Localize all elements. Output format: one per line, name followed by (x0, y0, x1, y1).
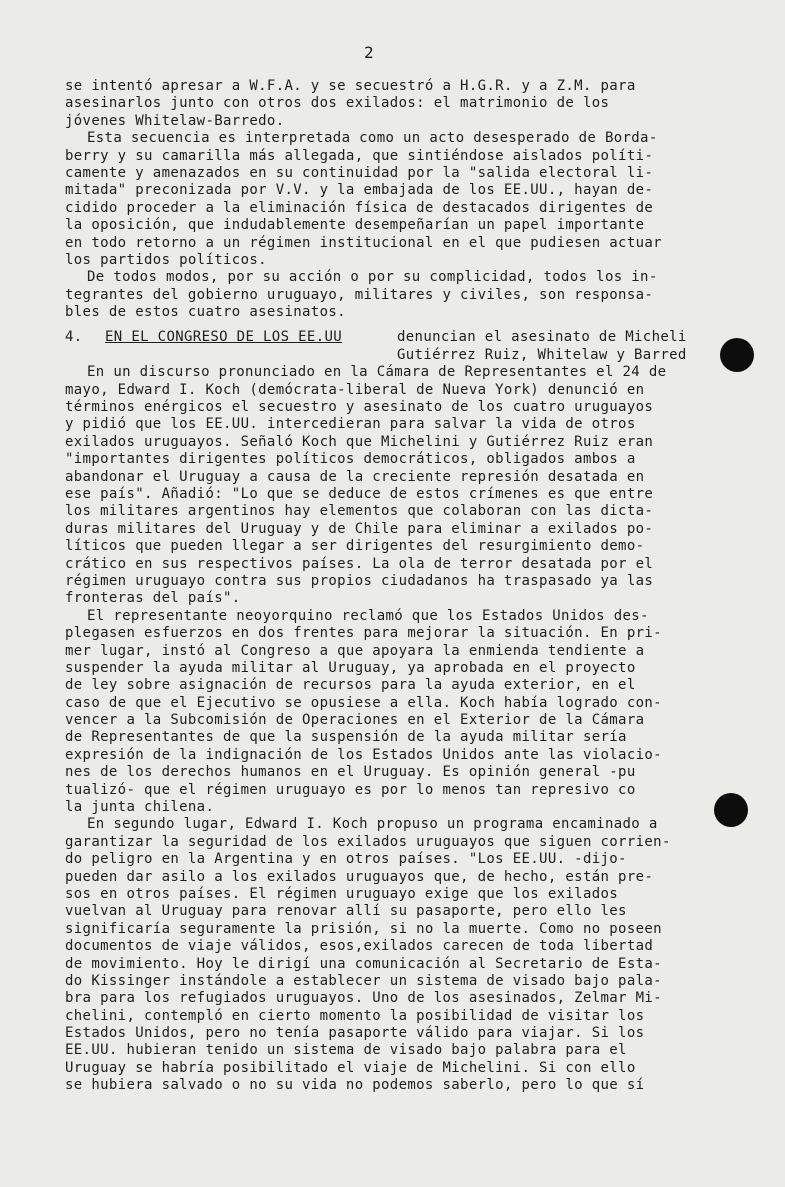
text-line: asesinarlos junto con otros dos exilados: el matrimonio de los (65, 95, 610, 112)
text-line: de Representantes de que la suspensión de la ayuda militar sería (65, 729, 627, 746)
text-line: la junta chilena. (65, 799, 215, 816)
text-line: do peligro en la Argentina y en otros países. "Los EE.UU. -dijo- (65, 851, 627, 868)
text-line: berry y su camarilla más allegada, que sintiéndose aislados políti- (65, 147, 654, 164)
section-heading-line (65, 329, 761, 346)
text-line: garantizar la seguridad de los exilados uruguayos que siguen corrien- (65, 833, 671, 850)
text-line: do Kissinger instándole a establecer un sistema de visado bajo pala- (65, 972, 662, 989)
text-line: mayo, Edward I. Koch (demócrata-liberal de Nueva York) denunció en (65, 381, 645, 398)
text-line: tualizó- que el régimen uruguayo es por lo menos tan represivo co (65, 781, 636, 798)
text-line: bra para los refugiados uruguayos. Uno de los asesinados, Zelmar Mi- (65, 990, 662, 1007)
text-line: régimen uruguayo contra sus propios ciudadanos ha traspasado ya las (65, 572, 654, 589)
text-line: Esta secuencia es interpretada como un acto desesperado de Borda- (87, 130, 658, 147)
text-line: crático en sus respectivos países. La ola de terror desatada por el (65, 555, 654, 572)
text-line: Uruguay se habría posibilitado el viaje de Michelini. Si con ello (65, 1059, 636, 1076)
text-line: en todo retorno a un régimen institucional en el que pudiesen actuar (65, 234, 662, 251)
text-line: fronteras del país". (65, 590, 241, 607)
text-line: términos enérgicos el secuestro y asesinato de los cuatro uruguayos (65, 399, 654, 416)
text-line: En segundo lugar, Edward I. Koch propuso un programa encaminado a (87, 816, 658, 833)
text-line: se hubiera salvado o no su vida no podemos saberlo, pero lo que sí (65, 1077, 645, 1094)
section-number: 4. (65, 329, 83, 346)
text-line: los militares argentinos hay elementos que colaboran con las dicta- (65, 503, 654, 520)
text-line: se intentó apresar a W.F.A. y se secuestró a H.G.R. y a Z.M. para (65, 78, 636, 94)
text-line: cidido proceder a la eliminación física de destacados dirigentes de (65, 199, 654, 216)
text-line: sos en otros países. El régimen uruguayo exige que los exilados (65, 885, 619, 902)
text-line: y pidió que los EE.UU. intercedieran para salvar la vida de otros (65, 416, 636, 433)
text-line: EE.UU. hubieran tenido un sistema de visado bajo palabra para el (65, 1042, 627, 1059)
punch-hole-bottom (714, 793, 748, 827)
text-line: mer lugar, instó al Congreso a que apoyara la enmienda tendiente a (65, 642, 645, 659)
text-line: camente y amenazados en su continuidad por la "salida electoral li- (65, 164, 654, 181)
text-line: jóvenes Whitelaw-Barredo. (65, 112, 285, 129)
text-line: duras militares del Uruguay y de Chile para eliminar a exilados po- (65, 520, 654, 537)
text-line: mitada" preconizada por V.V. y la embajada de los EE.UU., hayan de- (65, 182, 654, 199)
text-line: plegasen esfuerzos en dos frentes para mejorar la situación. En pri- (65, 625, 662, 642)
text-line: abandonar el Uruguay a causa de la creciente represión desatada en (65, 468, 645, 485)
section-heading: EN EL CONGRESO DE LOS EE.UU (105, 329, 343, 346)
text-line: documentos de viaje válidos, esos,exilados carecen de toda libertad (65, 938, 654, 955)
text-line: nes de los derechos humanos en el Uruguay. Es opinión general -pu (65, 764, 636, 781)
text-line: exilados uruguayos. Señaló Koch que Michelini y Gutiérrez Ruiz eran (65, 433, 654, 450)
section-subtitle-line: Gutiérrez Ruiz, Whitelaw y Barred (397, 346, 687, 363)
text-line: pueden dar asilo a los exilados uruguayos que, de hecho, están pre- (65, 868, 654, 885)
text-line: "importantes dirigentes políticos democráticos, obligados ambos a (65, 451, 636, 468)
text-line: vuelvan al Uruguay para renovar allí su pasaporte, pero ello les (65, 903, 627, 920)
text-line: la oposición, que indudablemente desempeñarían un papel importante (65, 217, 645, 234)
text-line: significaría seguramente la prisión, si no la muerte. Como no poseen (65, 920, 662, 937)
text-line: los partidos políticos. (65, 251, 267, 268)
text-line: de movimiento. Hoy le dirigí una comunicación al Secretario de Esta- (65, 955, 662, 972)
text-line: bles de estos cuatro asesinatos. (65, 304, 346, 321)
text-line: vencer a la Subcomisión de Operaciones en el Exterior de la Cámara (65, 712, 645, 729)
text-line: tegrantes del gobierno uruguayo, militares y civiles, son responsa- (65, 286, 654, 303)
section-subtitle: denuncian el asesinato de Micheli (397, 329, 687, 346)
text-line: de ley sobre asignación de recursos para la ayuda exterior, en el (65, 677, 636, 694)
text-line: líticos que pueden llegar a ser dirigentes del resurgimiento demo- (65, 538, 645, 555)
text-line: chelini, contempló en cierto momento la posibilidad de visitar los (65, 1007, 645, 1024)
text-line: El representante neoyorquino reclamó que los Estados Unidos des- (87, 607, 649, 624)
page-number: 2 (364, 43, 375, 62)
text-line: ese país". Añadió: "Lo que se deduce de estos crímenes es que entre (65, 485, 654, 502)
punch-hole-top (720, 338, 754, 372)
text-line: expresión de la indignación de los Estados Unidos ante las violacio- (65, 746, 662, 763)
document-body (65, 78, 761, 1095)
text-line: En un discurso pronunciado en la Cámara de Representantes el 24 de (87, 364, 667, 381)
text-line: Estados Unidos, pero no tenía pasaporte válido para viajar. Si los (65, 1025, 645, 1042)
text-line: De todos modos, por su acción o por su complicidad, todos los in- (87, 269, 658, 286)
text-line: suspender la ayuda militar al Uruguay, ya aprobada en el proyecto (65, 659, 636, 676)
text-line: caso de que el Ejecutivo se opusiese a ella. Koch había logrado con- (65, 694, 662, 711)
